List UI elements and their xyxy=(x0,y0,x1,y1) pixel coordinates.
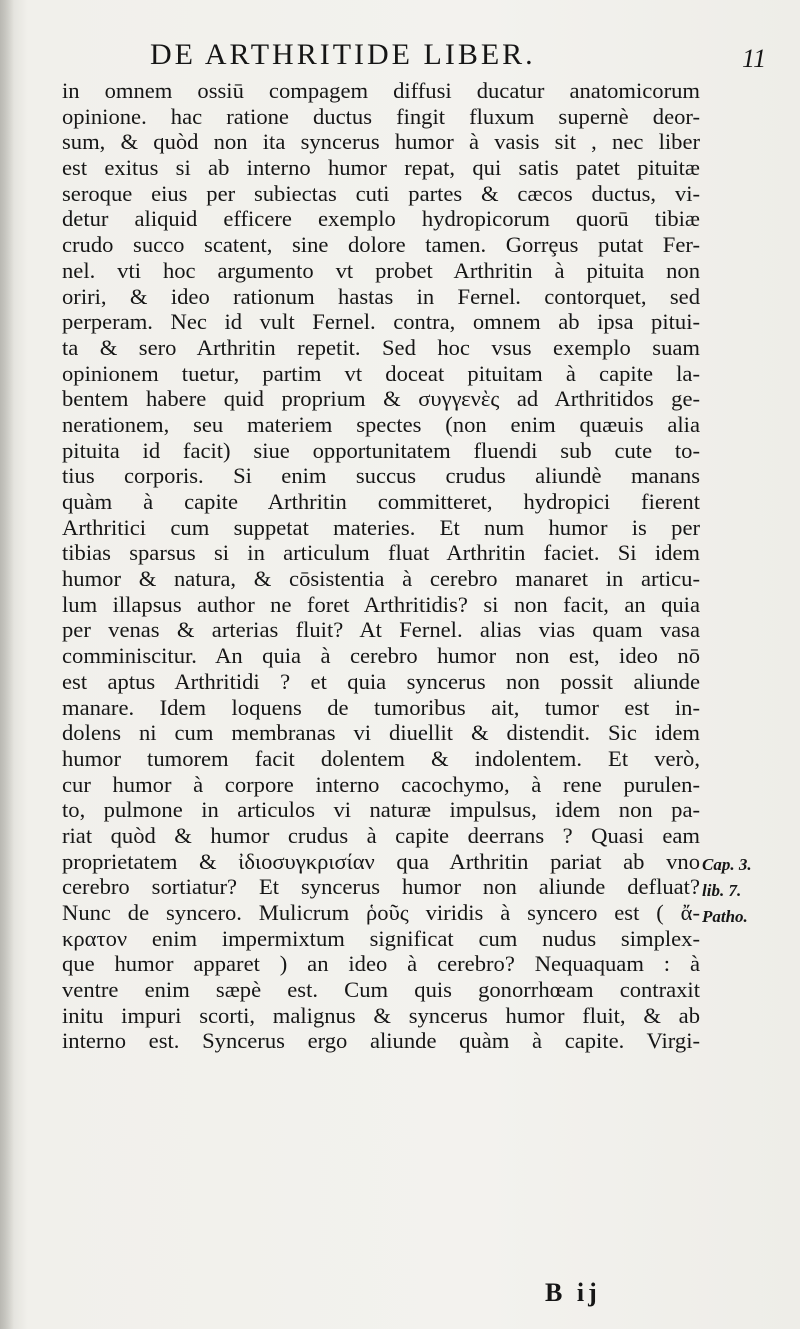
running-head: DE ARTHRITIDE LIBER. xyxy=(150,38,536,71)
text-line: to, pulmone in articulos vi naturæ impulsus, idem non pa- xyxy=(62,797,700,823)
body-text xyxy=(62,78,700,1054)
text-line: ta & sero Arthritin repetit. Sed hoc vsus exemplo suam xyxy=(62,334,700,360)
text-line: sum, & quòd non ita syncerus humor à vasis sit , nec liber xyxy=(62,129,700,155)
text-line: riat quòd & humor crudus à capite deerrans ? Quasi eam xyxy=(62,822,700,848)
text-line: proprietatem & ἰδιοσυγκρισίαν qua Arthritin pariat ab vno xyxy=(62,848,700,874)
text-line: est exitus si ab interno humor repat, qui satis patet pituitæ xyxy=(62,155,700,181)
margin-note-patho: Patho. xyxy=(702,907,748,926)
text-line: cerebro sortiatur? Et syncerus humor non aliunde defluat? xyxy=(62,874,700,900)
text-line: ventre enim sæpè est. Cum quis gonorrhœam contraxit xyxy=(62,977,700,1003)
text-line: per venas & arterias fluit? At Fernel. alias vias quam vasa xyxy=(62,617,700,643)
text-line: initu impuri scorti, malignus & syncerus humor fluit, & ab xyxy=(62,1002,700,1028)
text-line: humor tumorem facit dolentem & indolentem. Et verò, xyxy=(62,745,700,771)
text-line: crudo succo scatent, sine dolore tamen. Gorrȩus putat Fer- xyxy=(62,232,700,258)
margin-note-cap: Cap. 3. xyxy=(702,855,752,874)
text-line: lum illapsus author ne foret Arthritidis? si non facit, an quia xyxy=(62,591,700,617)
text-line: Nunc de syncero. Mulicrum ῥοῦς viridis à syncero est ( ἄ- xyxy=(62,900,700,925)
text-line: opinionem tuetur, partim vt doceat pituitam à capite la- xyxy=(62,360,700,386)
text-line: κρατον enim impermixtum significat cum nudus simplex- xyxy=(62,925,700,951)
text-line: nel. vti hoc argumento vt probet Arthritin à pituita non xyxy=(62,257,700,283)
text-line: perperam. Nec id vult Fernel. contra, omnem ab ipsa pitui- xyxy=(62,309,700,335)
text-line: manare. Idem loquens de tumoribus ait, tumor est in- xyxy=(62,694,700,720)
margin-note-lib: lib. 7. xyxy=(702,881,742,900)
page-number: 11 xyxy=(742,44,767,73)
text-line: in omnem ossiū compagem diffusi ducatur anatomicorum xyxy=(62,78,700,103)
text-line: quàm à capite Arthritin committeret, hydropici fierent xyxy=(62,489,700,514)
text-line: Arthritici cum suppetat materies. Et num humor is per xyxy=(62,514,700,540)
text-line: tius corporis. Si enim succus crudus aliundè manans xyxy=(62,463,700,489)
text-line: comminiscitur. An quia à cerebro humor non est, ideo nō xyxy=(62,643,700,669)
text-line: nerationem, seu materiem spectes (non enim quæuis alia xyxy=(62,411,700,437)
signature-mark: B ij xyxy=(545,1278,601,1307)
text-line: que humor apparet ) an ideo à cerebro? Nequaquam : à xyxy=(62,951,700,977)
text-line: detur aliquid efficere exemplo hydropicorum quorū tibiæ xyxy=(62,206,700,232)
text-line: opinione. hac ratione ductus fingit fluxum supernè deor- xyxy=(62,103,700,129)
text-line: est aptus Arthritidi ? et quia syncerus non possit aliunde xyxy=(62,668,700,694)
text-line: pituita id facit) siue opportunitatem fluendi sub cute to- xyxy=(62,437,700,463)
text-line: oriri, & ideo rationum hastas in Fernel. contorquet, sed xyxy=(62,283,700,309)
text-line: cur humor à corpore interno cacochymo, à rene purulen- xyxy=(62,771,700,797)
text-line: interno est. Syncerus ergo aliunde quàm à capite. Virgi- xyxy=(62,1028,700,1054)
text-line: seroque eius per subiectas cuti partes & cæcos ductus, vi- xyxy=(62,180,700,206)
text-line: bentem habere quid proprium & συγγενὲς ad Arthritidos ge- xyxy=(62,386,700,412)
text-line: dolens ni cum membranas vi diuellit & distendit. Sic idem xyxy=(62,720,700,746)
text-line: tibias sparsus si in articulum fluat Arthritin faciet. Si idem xyxy=(62,540,700,566)
gutter-shadow xyxy=(0,0,14,1329)
text-line: humor & natura, & cōsistentia à cerebro manaret in articu- xyxy=(62,566,700,592)
